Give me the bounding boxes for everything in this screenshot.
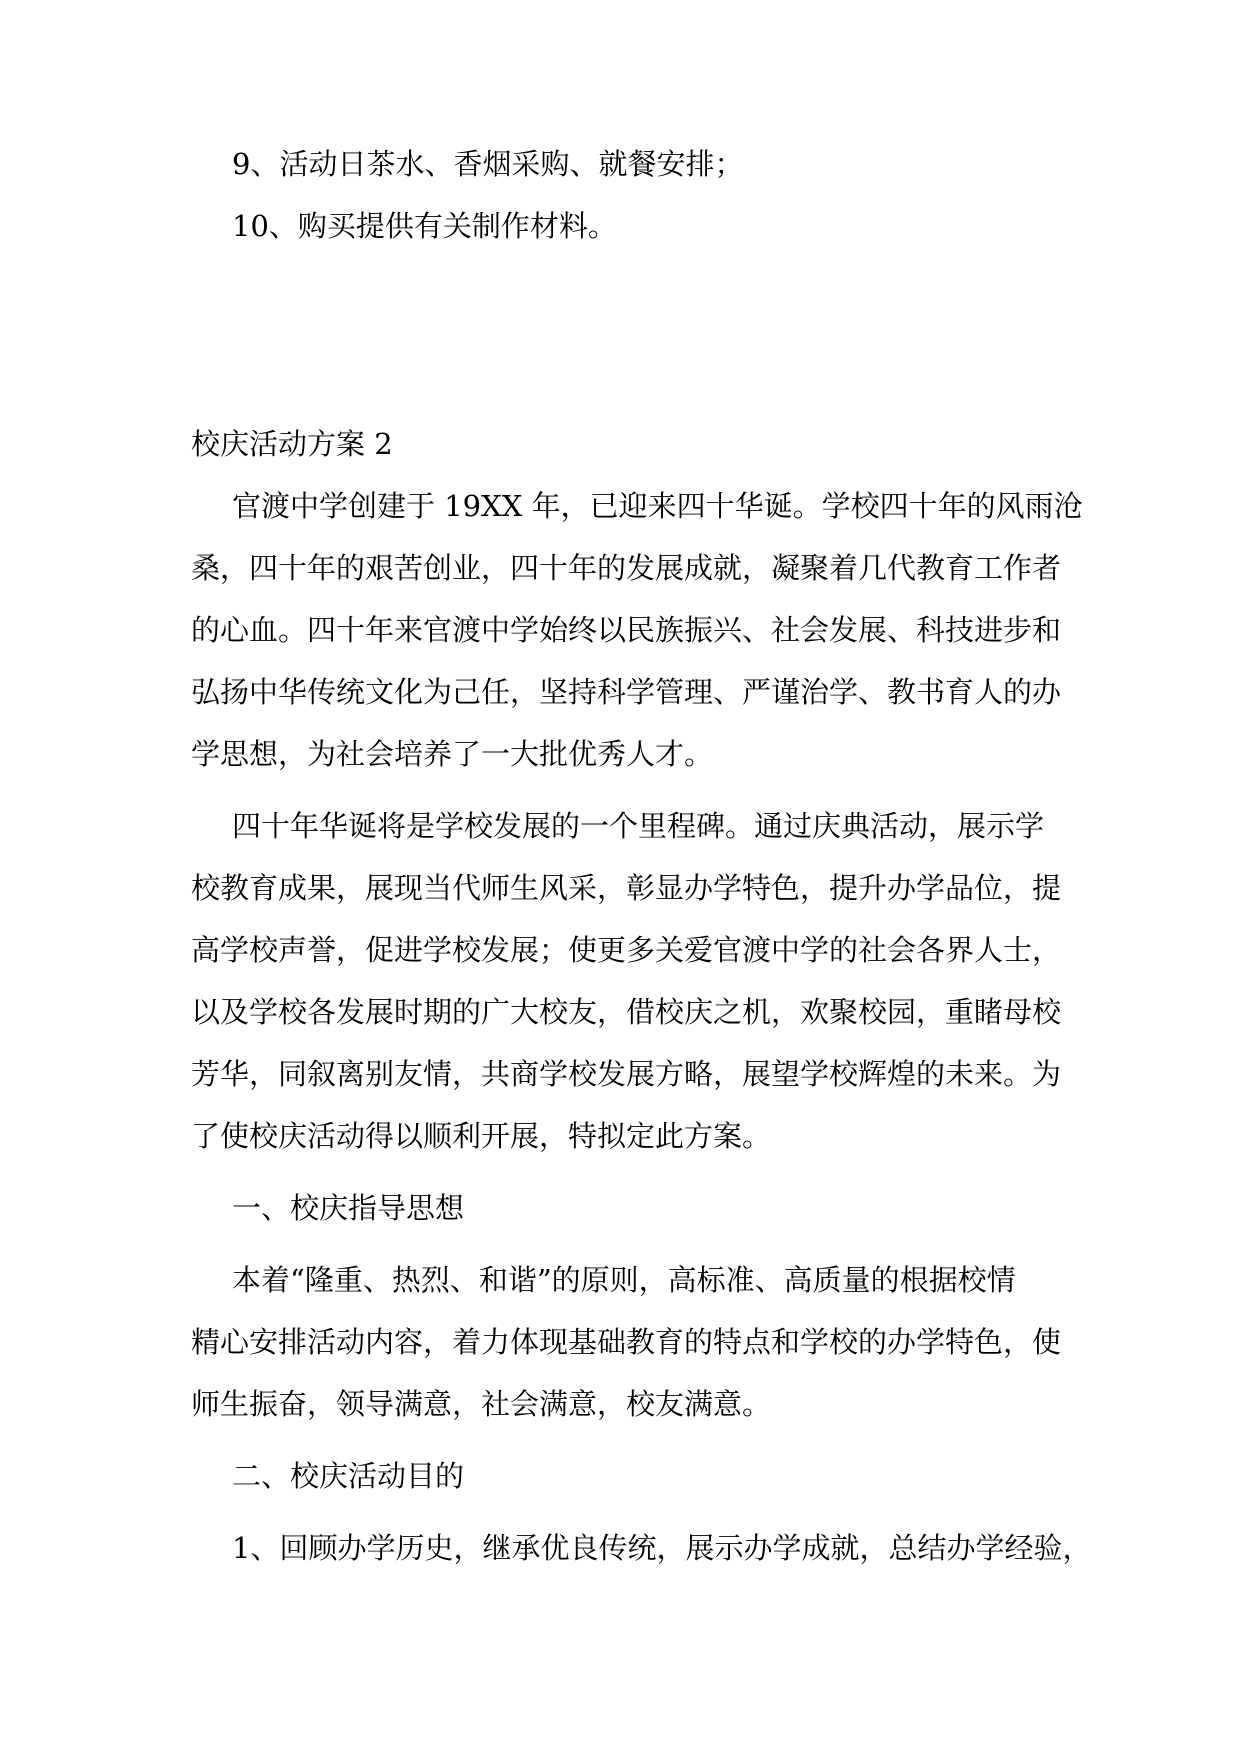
paragraph-line: 的心血。四十年来官渡中学始终以民族振兴、社会发展、科技进步和 bbox=[191, 613, 1062, 647]
paragraph-line: 桑，四十年的艰苦创业，四十年的发展成就，凝聚着几代教育工作者 bbox=[191, 551, 1062, 585]
paragraph-line: 校教育成果，展现当代师生风采，彰显办学特色，提升办学品位，提 bbox=[191, 871, 1062, 905]
paragraph-line: 学思想，为社会培养了一大批优秀人才。 bbox=[191, 737, 714, 771]
paragraph-line: 四十年华诞将是学校发展的一个里程碑。通过庆典活动，展示学 bbox=[232, 809, 1045, 843]
list-item: 1、回顾办学历史，继承优良传统，展示办学成就，总结办学经验， bbox=[232, 1531, 1092, 1565]
paragraph-line: 了使校庆活动得以顺利开展，特拟定此方案。 bbox=[191, 1119, 772, 1153]
list-item: 10、购买提供有关制作材料。 bbox=[232, 209, 617, 243]
paragraph-line: 弘扬中华传统文化为己任，坚持科学管理、严谨治学、教书育人的办 bbox=[191, 675, 1062, 709]
paragraph-line: 高学校声誉，促进学校发展；使更多关爱官渡中学的社会各界人士， bbox=[191, 933, 1062, 967]
paragraph-line: 精心安排活动内容，着力体现基础教育的特点和学校的办学特色，使 bbox=[191, 1325, 1062, 1359]
list-item: 9、活动日茶水、香烟采购、就餐安排； bbox=[232, 147, 744, 181]
paragraph-line: 官渡中学创建于 19XX 年，已迎来四十华诞。学校四十年的风雨沧 bbox=[232, 489, 1083, 523]
section-title: 校庆活动方案 2 bbox=[191, 427, 393, 461]
paragraph-line: 师生振奋，领导满意，社会满意，校友满意。 bbox=[191, 1387, 772, 1421]
heading-activity-purpose: 二、校庆活动目的 bbox=[232, 1459, 465, 1493]
heading-guiding-thought: 一、校庆指导思想 bbox=[232, 1191, 465, 1225]
paragraph-line: 本着“隆重、热烈、和谐”的原则，高标准、高质量的根据校情 bbox=[232, 1263, 1016, 1297]
paragraph-line: 以及学校各发展时期的广大校友，借校庆之机，欢聚校园，重睹母校 bbox=[191, 995, 1062, 1029]
paragraph-line: 芳华，同叙离别友情，共商学校发展方略，展望学校辉煌的未来。为 bbox=[191, 1057, 1062, 1091]
